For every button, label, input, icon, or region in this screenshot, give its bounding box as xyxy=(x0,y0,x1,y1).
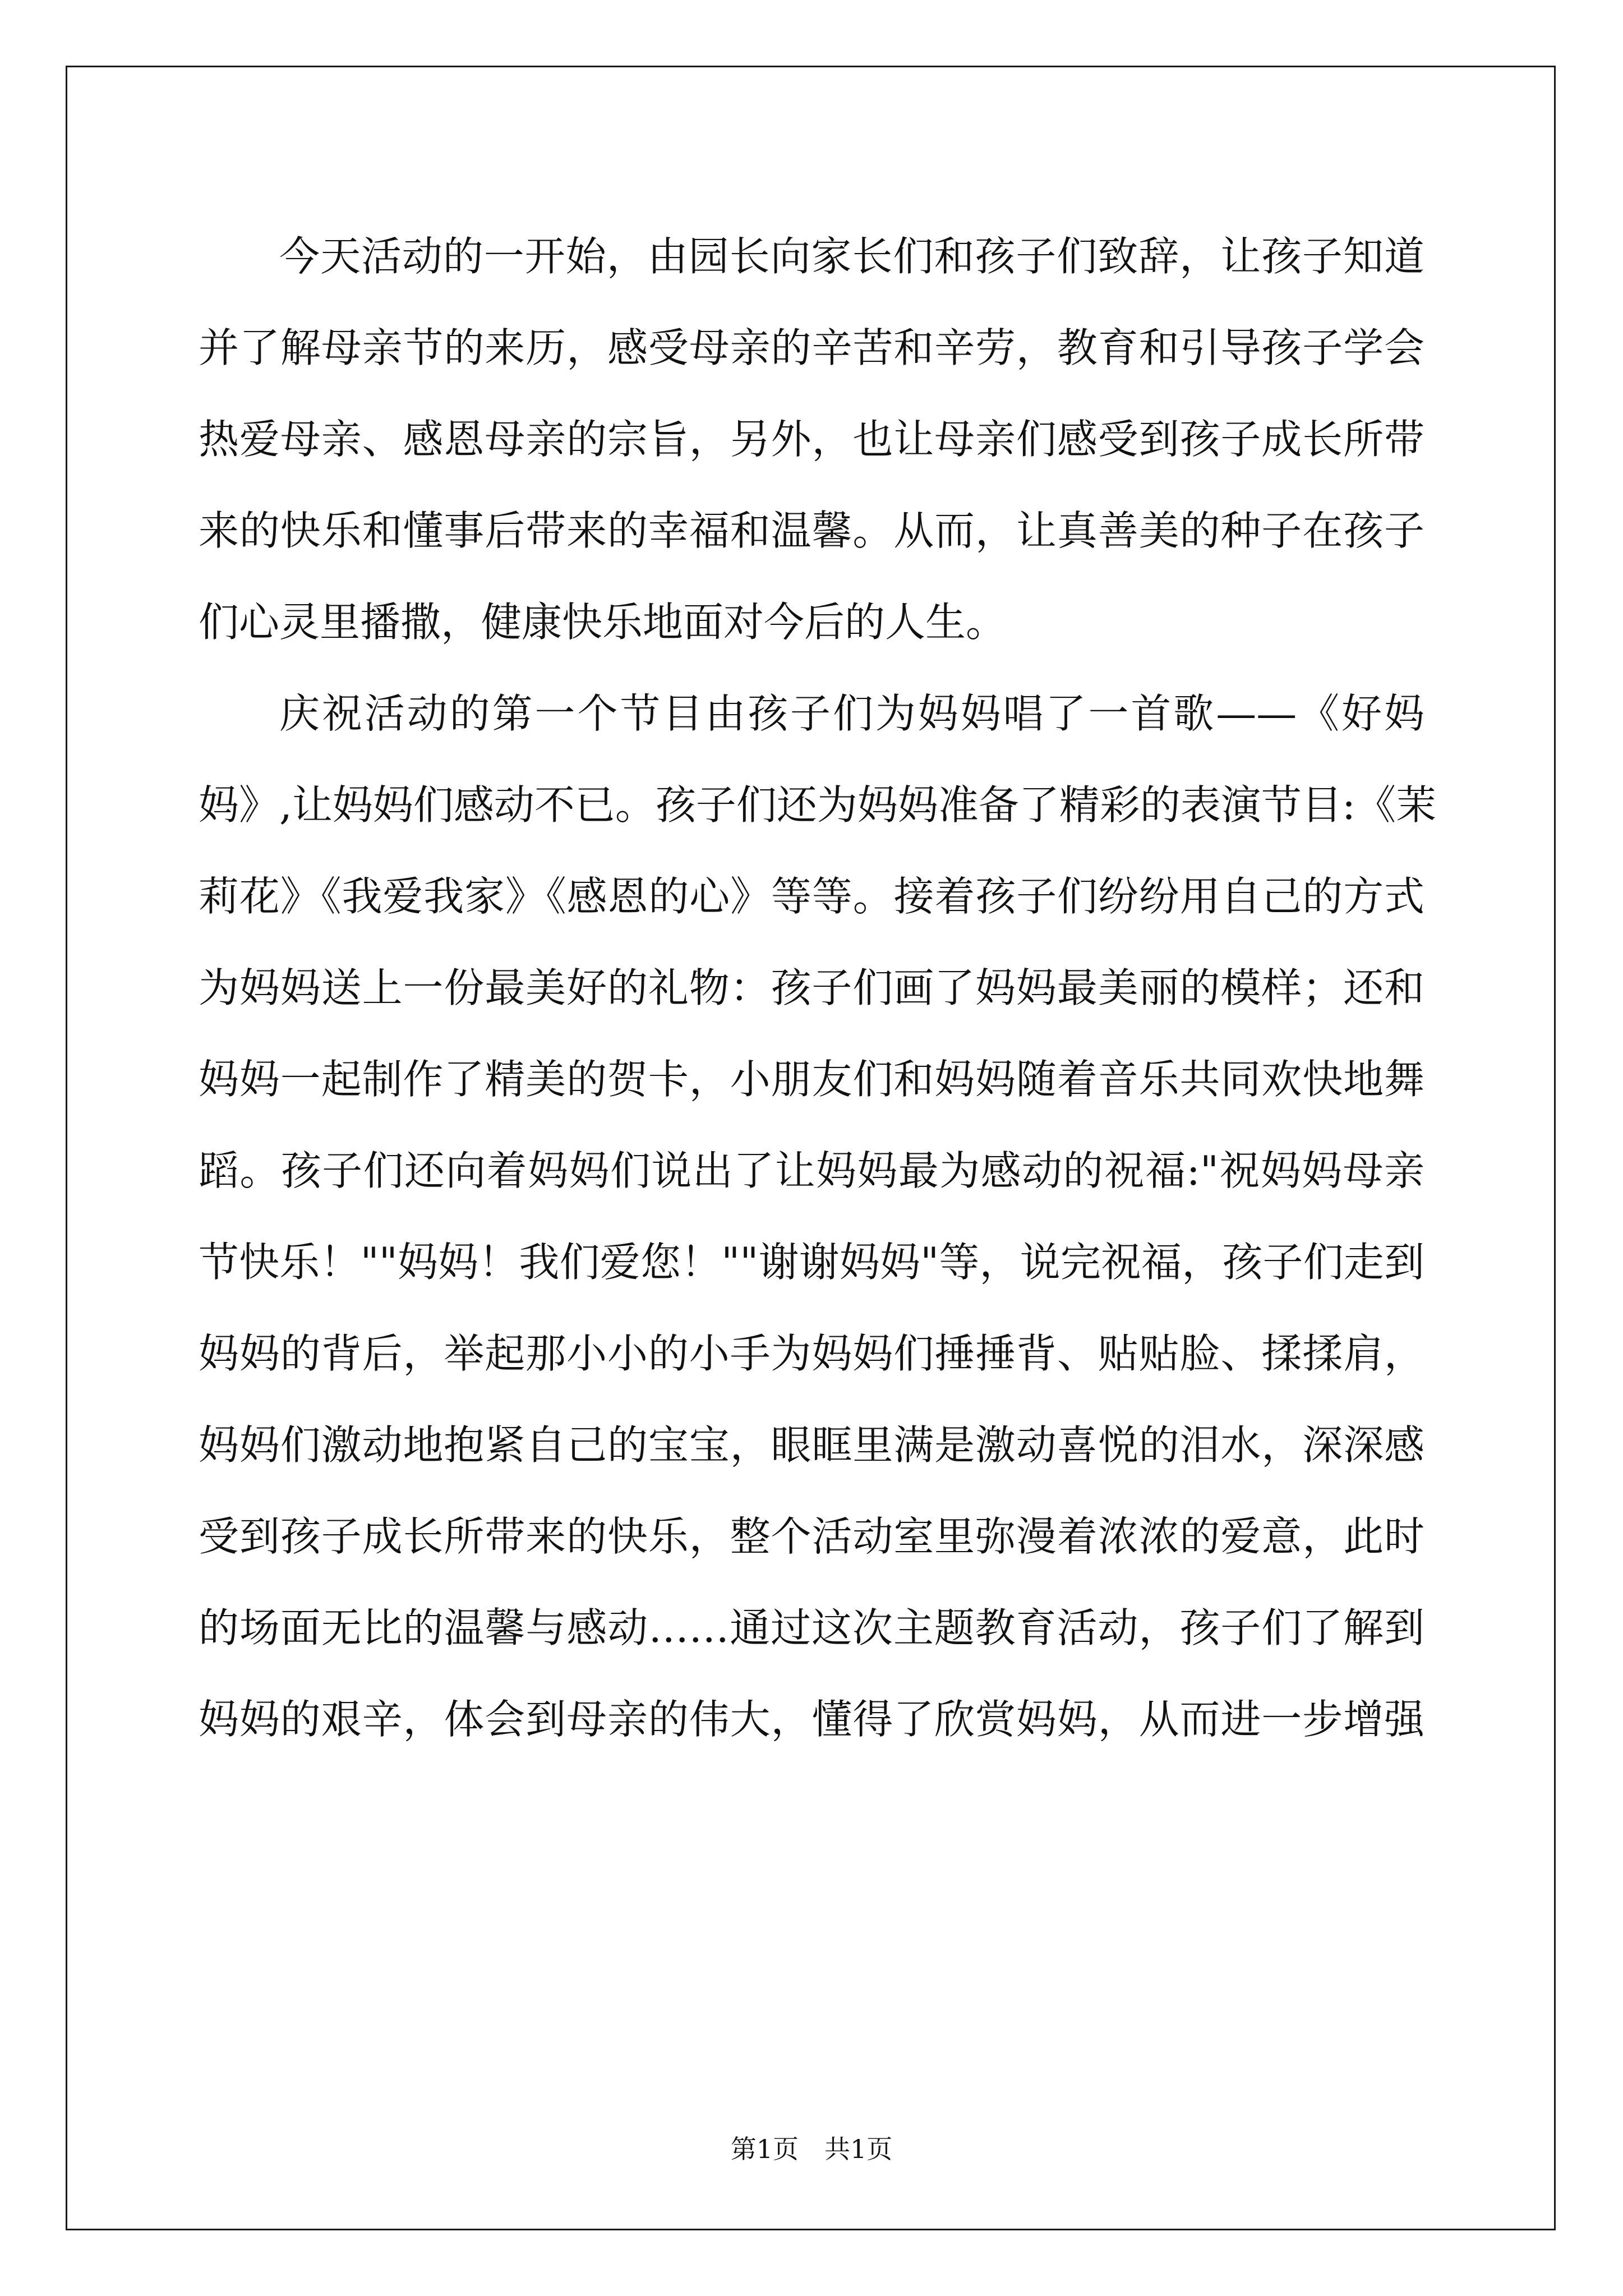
text-line: 妈》,让妈妈们感动不已。孩子们还为妈妈准备了精彩的表演节目:《茉 xyxy=(199,781,1437,829)
text-line: 莉花》《我爱我家》《感恩的心》等等。接着孩子们纷纷用自己的方式 xyxy=(199,873,1424,920)
text-line: 妈妈的艰辛，体会到母亲的伟大，懂得了欣赏妈妈，从而进一步增强 xyxy=(199,1696,1424,1743)
page-number: 第1页 xyxy=(730,2134,799,2164)
paragraph-2 xyxy=(199,668,1437,1765)
text-line: 妈妈一起制作了精美的贺卡，小朋友们和妈妈随着音乐共同欢快地舞 xyxy=(199,1056,1424,1103)
document-body xyxy=(199,211,1437,1765)
text-line: 并了解母亲节的来历，感受母亲的辛苦和辛劳，教育和引导孩子学会 xyxy=(199,324,1424,371)
text-line: 们心灵里播撒，健康快乐地面对今后的人生。 xyxy=(199,599,1007,646)
text-line: 为妈妈送上一份最美好的礼物：孩子们画了妈妈最美丽的模样；还和 xyxy=(199,964,1424,1011)
text-line: 来的快乐和懂事后带来的幸福和温馨。从而，让真善美的种子在孩子 xyxy=(199,507,1424,554)
text-line: 热爱母亲、感恩母亲的宗旨，另外，也让母亲们感受到孩子成长所带 xyxy=(199,416,1424,463)
text-line: 受到孩子成长所带来的快乐，整个活动室里弥漫着浓浓的爱意，此时 xyxy=(199,1513,1424,1560)
page-total: 共1页 xyxy=(824,2134,893,2164)
paragraph-1 xyxy=(199,211,1424,668)
text-line: 庆祝活动的第一个节目由孩子们为妈妈唱了一首歌——《好妈 xyxy=(279,690,1424,737)
text-line: 妈妈的背后，举起那小小的小手为妈妈们捶捶背、贴贴脸、揉揉肩， xyxy=(199,1330,1424,1377)
text-line: 的场面无比的温馨与感动……通过这次主题教育活动，孩子们了解到 xyxy=(199,1604,1424,1651)
text-line: 节快乐！""妈妈！我们爱您！""谢谢妈妈"等，说完祝福，孩子们走到 xyxy=(199,1239,1424,1286)
text-line: 妈妈们激动地抱紧自己的宝宝，眼眶里满是激动喜悦的泪水，深深感 xyxy=(199,1421,1424,1469)
page-footer xyxy=(0,2129,1623,2166)
text-line: 蹈。孩子们还向着妈妈们说出了让妈妈最为感动的祝福:"祝妈妈母亲 xyxy=(199,1147,1424,1194)
text-line: 今天活动的一开始，由园长向家长们和孩子们致辞，让孩子知道 xyxy=(279,233,1424,280)
